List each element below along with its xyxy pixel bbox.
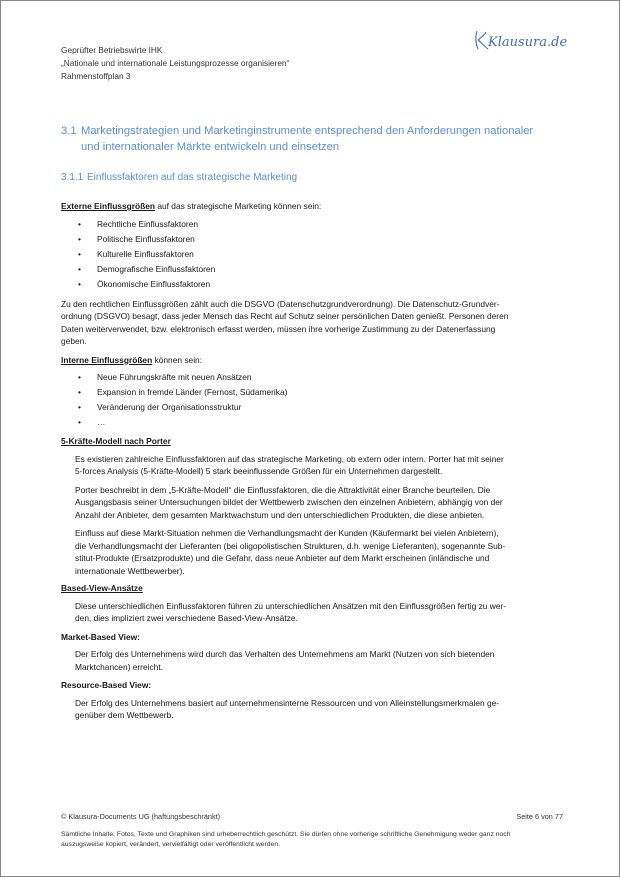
list-item: • Kulturelle Einflussfaktoren bbox=[78, 248, 194, 259]
svg-text:Klausura.de: Klausura.de bbox=[488, 35, 568, 50]
list-item: • Veränderung der Organisationsstruktur bbox=[78, 402, 242, 412]
list-item: • Demografische Einflussfaktoren bbox=[78, 263, 216, 274]
porter-paragraph-3: Einfluss auf diese Markt-Situation nehmen die Verhandlungsmacht der Kunden (Käufermarkt bei vielen Anbietern), die Verhandlungsmacht der Lieferanten (bei oligopolistischen Strukturen, d.h. wenige Lieferanten), sogenannte Sub- stitut-Produkte (Ersatzprodukte) und die Gefahr, dass neue Anbieter auf dem Markt erscheinen (inländische und internationale Wettbewerber). bbox=[75, 528, 506, 576]
header-line-3: Rahmenstoffplan 3 bbox=[61, 71, 131, 81]
dsgvo-paragraph: Zu den rechtlichen Einflussgrößen zählt auch die DSGVO (Datenschutzgrundverordnung). Die Datenschutz-Grundver- ordnung (DSGVO) besagt, dass jeder Mensch das Recht auf Schutz seiner persönlichen Daten genießt. Personen deren Daten weiterverwendet, bzw. elektronisch erfasst werden, müssen ihre vorherige Zustimmung zu der Datenerfassung geben. bbox=[61, 298, 509, 346]
internal-label: Interne Einflussgrößen bbox=[61, 354, 153, 365]
porter-heading: 5-Kräfte-Modell nach Porter bbox=[61, 436, 171, 446]
footer-legal: Sämtliche Inhalte, Fotos, Texte und Graphiken sind urheberrechtlich geschützt. Sie dürfen ohne vorherige schriftliche Genehmigung weder ganz noch auszugsweise kopiert, verändert, vervielfältigt oder veröffentlicht werden. bbox=[61, 831, 511, 848]
mbv-heading: Market-Based View: bbox=[61, 631, 140, 642]
mbv-paragraph: Der Erfolg des Unternehmens wird durch das Verhalten des Unternehmens am Markt (Nutzen von sich bietenden Marktchancen) erreicht. bbox=[75, 649, 495, 672]
list-item: • Rechtliche Einflussfaktoren bbox=[78, 218, 199, 229]
internal-list bbox=[61, 370, 561, 430]
external-label: Externe Einflussgrößen bbox=[61, 201, 156, 211]
rbv-heading: Resource-Based View: bbox=[61, 680, 152, 690]
document-body bbox=[61, 200, 561, 722]
list-item: • Expansion in fremde Länder (Fernost, Südamerika) bbox=[78, 387, 288, 397]
section-title-line-2: und internationaler Märkte entwickeln und einsetzen bbox=[81, 141, 340, 153]
external-list bbox=[61, 217, 561, 292]
document-header bbox=[61, 44, 289, 83]
bva-paragraph: Diese unterschiedlichen Einflussfaktoren führen zu unterschiedlichen Ansätzen mit den Einflussgrößen fertig zu wer- den, dies impliziert zwei verschiedene Based-View-Ansätze. bbox=[75, 600, 507, 623]
header-line-2: „Nationale und internationale Leistungsprozesse organisieren“ bbox=[61, 58, 290, 68]
porter-paragraph-1: Es existieren zahlreiche Einflussfaktoren auf das strategische Marketing, ob extern oder intern. Porter hat mit seiner 5-forces Analysis (5-Kräfte-Modell) 5 stark beeinflussende Größen für ein Unternehmen dargestellt. bbox=[75, 453, 504, 476]
list-item: • Politische Einflussfaktoren bbox=[78, 233, 195, 244]
rbv-paragraph: Der Erfolg des Unternehmens basiert auf unternehmensinterne Ressourcen und von Alleinstellungsmerkmalen ge- genüber dem Wettbewerb. bbox=[75, 697, 500, 720]
list-item: • … bbox=[78, 417, 106, 427]
footer-copyright: © Klausura-Documents UG (haftungsbeschränkt) bbox=[61, 812, 221, 821]
section-number: 3.1 bbox=[61, 125, 77, 137]
header-line-1: Geprüfter Betriebswirte IHK bbox=[61, 45, 163, 55]
list-item: • Ökonomische Einflussfaktoren bbox=[78, 278, 211, 289]
bva-heading: Based-View-Ansätze bbox=[61, 583, 143, 593]
internal-intro: Interne Einflussgrößen können sein: bbox=[61, 354, 203, 365]
list-item: • Neue Führungskräfte mit neuen Ansätzen bbox=[78, 372, 252, 382]
porter-paragraph-2: Porter beschreibt in dem „5-Kräfte-Modell“ die Einflussfaktoren, die die Attraktivität einer Branche beurteilen. Die Ausgangsbasis seiner Untersuchungen bildet der Wettbewerb zwischen den einzelnen Anbietern, abhängig von der Anzahl der Anbieter, dem gesamten Marktwachstum und den unterschiedlichen Produkten, die diese anbieten. bbox=[75, 484, 503, 520]
external-intro: Externe Einflussgrößen auf das strategische Marketing können sein: bbox=[61, 201, 322, 211]
footer-page-number: Seite 6 von 77 bbox=[516, 812, 563, 821]
footer-bar bbox=[61, 812, 563, 821]
subsection-title: Einflussfaktoren auf das strategische Marketing bbox=[87, 172, 298, 183]
klausura-logo bbox=[473, 27, 577, 53]
subsection-heading bbox=[61, 172, 297, 183]
section-heading bbox=[61, 123, 561, 155]
subsection-number: 3.1.1 bbox=[61, 172, 84, 183]
section-title-line-1: Marketingstrategien und Marketinginstrumente entsprechend den Anforderungen nationaler bbox=[81, 125, 534, 137]
